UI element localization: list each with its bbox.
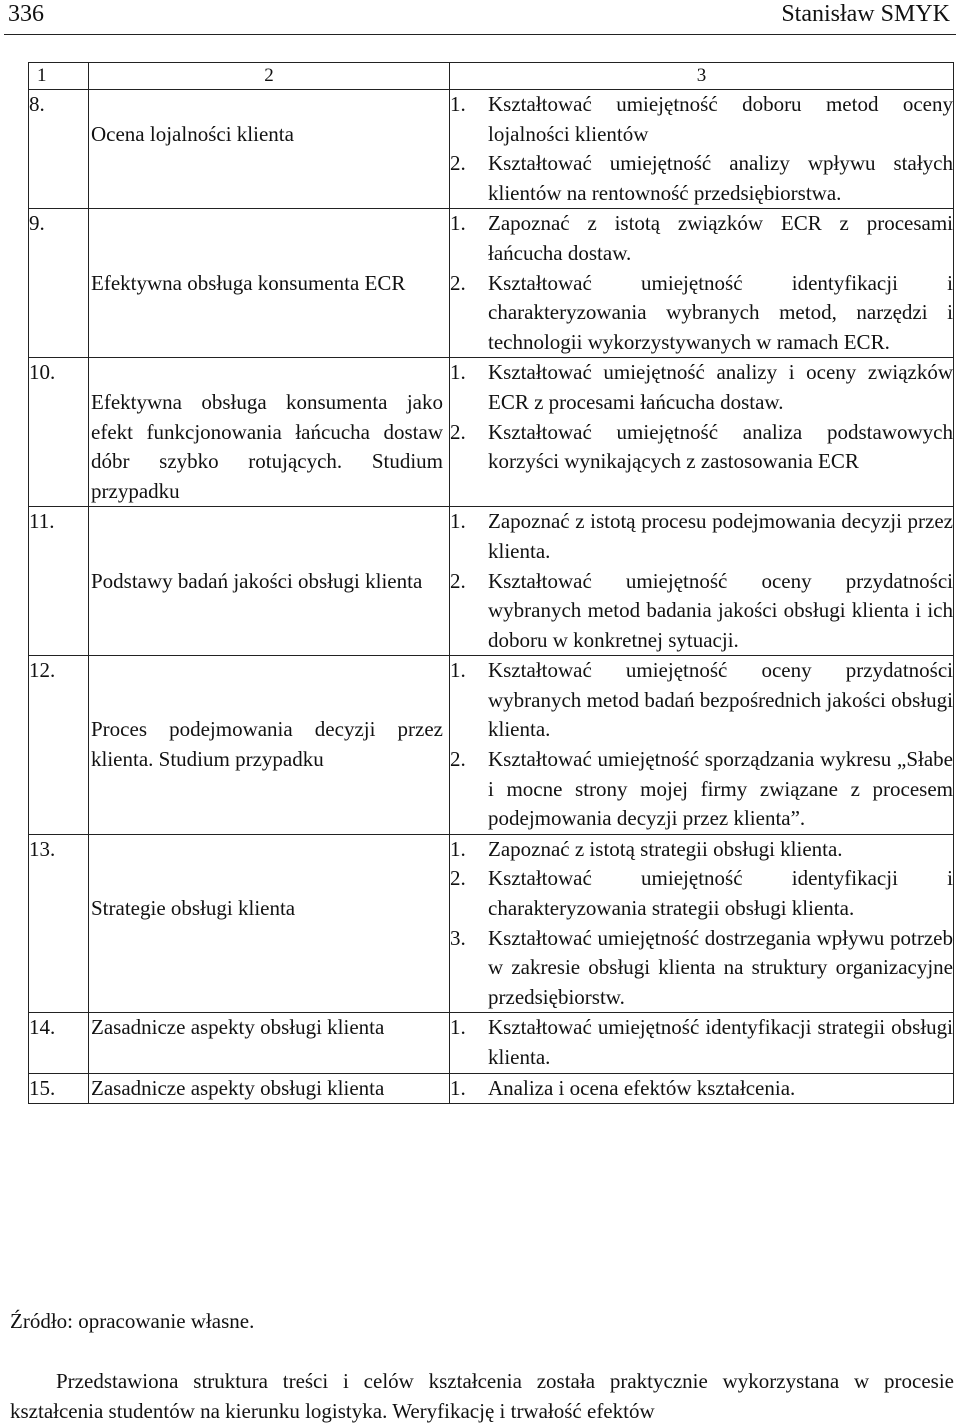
goal-number: 1. <box>450 211 466 236</box>
goal-text: Kształtować umiejętność oceny przydatności wybranych metod badań bezpośrednich jakości obsługi klienta. <box>488 658 953 742</box>
row-topic-cell <box>89 209 450 358</box>
row-topic: Zasadnicze aspekty obsługi klienta <box>91 1015 385 1040</box>
table-column-numbers <box>29 63 954 90</box>
curriculum-table <box>28 62 954 1104</box>
goal-number: 1. <box>450 360 466 385</box>
goal-text: Kształtować umiejętność analiza podstawowych korzyści wynikających z zastosowania ECR <box>488 419 953 474</box>
row-goals-cell <box>450 834 954 1013</box>
goal-number: 3. <box>450 925 466 950</box>
goal-number: 2. <box>450 568 466 593</box>
goal-number: 2. <box>450 866 466 891</box>
row-number: 11. <box>29 507 89 656</box>
column-number-2: 2 <box>89 63 450 90</box>
table-row <box>29 358 954 507</box>
goal-item <box>450 90 953 149</box>
goal-text: Zapoznać z istotą strategii obsługi klienta. <box>488 836 843 861</box>
row-goals-cell <box>450 358 954 507</box>
row-goals-cell <box>450 90 954 209</box>
goal-text: Kształtować umiejętność identyfikacji strategii obsługi klienta. <box>488 1015 953 1069</box>
goal-item <box>450 745 953 834</box>
column-number-1: 1 <box>29 63 89 90</box>
table-row <box>29 90 954 209</box>
table-row <box>29 507 954 656</box>
goal-item <box>450 567 953 656</box>
goal-item <box>450 656 953 745</box>
row-topic: Podstawy badań jakości obsługi klienta <box>91 568 423 593</box>
row-goals-cell <box>450 656 954 835</box>
row-topic-cell <box>89 507 450 656</box>
row-goals-cell <box>450 507 954 656</box>
row-topic-cell <box>89 90 450 209</box>
goal-text: Kształtować umiejętność sporządzania wykresu „Słabe i mocne strony mojej firmy związane z procesem podejmowania decyzji przez klienta”. <box>488 747 953 831</box>
row-goals-cell <box>450 1073 954 1104</box>
goal-number: 2. <box>450 270 466 295</box>
goal-item <box>450 269 953 358</box>
goal-number: 2. <box>450 151 466 176</box>
row-topic: Efektywna obsługa konsumenta ECR <box>91 270 406 295</box>
goal-text: Zapoznać z istotą związków ECR z procesami łańcucha dostaw. <box>488 211 953 265</box>
row-goals-cell <box>450 209 954 358</box>
source-note: Źródło: opracowanie własne. <box>10 1309 255 1333</box>
page-header <box>0 0 960 36</box>
goal-item <box>450 418 953 477</box>
column-number-3: 3 <box>450 63 954 90</box>
row-topic: Proces podejmowania decyzji przez klienta. Studium przypadku <box>91 717 443 772</box>
goal-number: 1. <box>450 658 466 683</box>
goal-number: 2. <box>450 747 466 772</box>
goal-item <box>450 864 953 923</box>
goal-item <box>450 507 953 566</box>
goal-number: 1. <box>450 509 466 534</box>
table-row <box>29 1073 954 1104</box>
row-topic-cell <box>89 834 450 1013</box>
row-topic: Ocena lojalności klienta <box>91 121 294 146</box>
goal-item <box>450 835 953 865</box>
goal-text: Kształtować umiejętność identyfikacji i charakteryzowania wybranych metod, narzędzi i technologii wykorzystywanych w ramach ECR. <box>488 270 953 354</box>
row-topic-cell <box>89 358 450 507</box>
goal-text: Kształtować umiejętność analizy wpływu stałych klientów na rentowność przedsiębiorstwa. <box>488 151 953 205</box>
goal-item <box>450 1074 953 1104</box>
row-number: 14. <box>29 1013 89 1073</box>
row-number: 9. <box>29 209 89 358</box>
goal-number: 2. <box>450 419 466 444</box>
row-number: 13. <box>29 834 89 1013</box>
goal-text: Kształtować umiejętność dostrzegania wpływu potrzeb w zakresie obsługi klienta na struktury organizacyjne przedsiębiorstw. <box>488 925 953 1009</box>
row-number: 10. <box>29 358 89 507</box>
goal-item <box>450 209 953 268</box>
table-row <box>29 1013 954 1073</box>
table-row <box>29 834 954 1013</box>
goal-item <box>450 1013 953 1072</box>
header-rule <box>4 34 956 35</box>
table-body <box>29 90 954 1104</box>
row-topic-cell <box>89 656 450 835</box>
goal-number: 1. <box>450 1075 466 1100</box>
goal-number: 1. <box>450 836 466 861</box>
row-topic-cell <box>89 1013 450 1073</box>
row-goals-cell <box>450 1013 954 1073</box>
table-row <box>29 656 954 835</box>
goal-text: Zapoznać z istotą procesu podejmowania decyzji przez klienta. <box>488 509 953 563</box>
goal-item <box>450 924 953 1013</box>
goal-text: Kształtować umiejętność oceny przydatności wybranych metod badania jakości obsługi klienta i ich doboru w konkretnej sytuacji. <box>488 568 953 652</box>
goal-text: Kształtować umiejętność analizy i oceny związków ECR z procesami łańcucha dostaw. <box>488 360 953 414</box>
row-topic: Zasadnicze aspekty obsługi klienta <box>91 1075 385 1100</box>
goal-item <box>450 358 953 417</box>
goal-text: Analiza i ocena efektów kształcenia. <box>488 1075 796 1100</box>
running-head-author: Stanisław SMYK <box>781 1 950 27</box>
row-number: 12. <box>29 656 89 835</box>
goal-number: 1. <box>450 1015 466 1040</box>
row-number: 15. <box>29 1073 89 1104</box>
row-topic-cell <box>89 1073 450 1104</box>
goal-number: 1. <box>450 92 466 116</box>
page-number: 336 <box>8 1 44 27</box>
row-topic: Efektywna obsługa konsumenta jako efekt funkcjonowania łańcucha dostaw dóbr szybko rotujących. Studium przypadku <box>91 389 443 503</box>
goal-text: Kształtować umiejętność identyfikacji i charakteryzowania strategii obsługi klienta. <box>488 866 953 921</box>
goal-item <box>450 149 953 208</box>
row-topic: Strategie obsługi klienta <box>91 896 296 921</box>
row-number: 8. <box>29 90 89 209</box>
goal-text: Kształtować umiejętność doboru metod oceny lojalności klientów <box>488 92 953 146</box>
body-paragraph: Przedstawiona struktura treści i celów kształcenia została praktycznie wykorzystana w procesie kształcenia studentów na kierunku logistyka. Weryfikację i trwałość efektów <box>10 1369 954 1423</box>
table-row <box>29 209 954 358</box>
